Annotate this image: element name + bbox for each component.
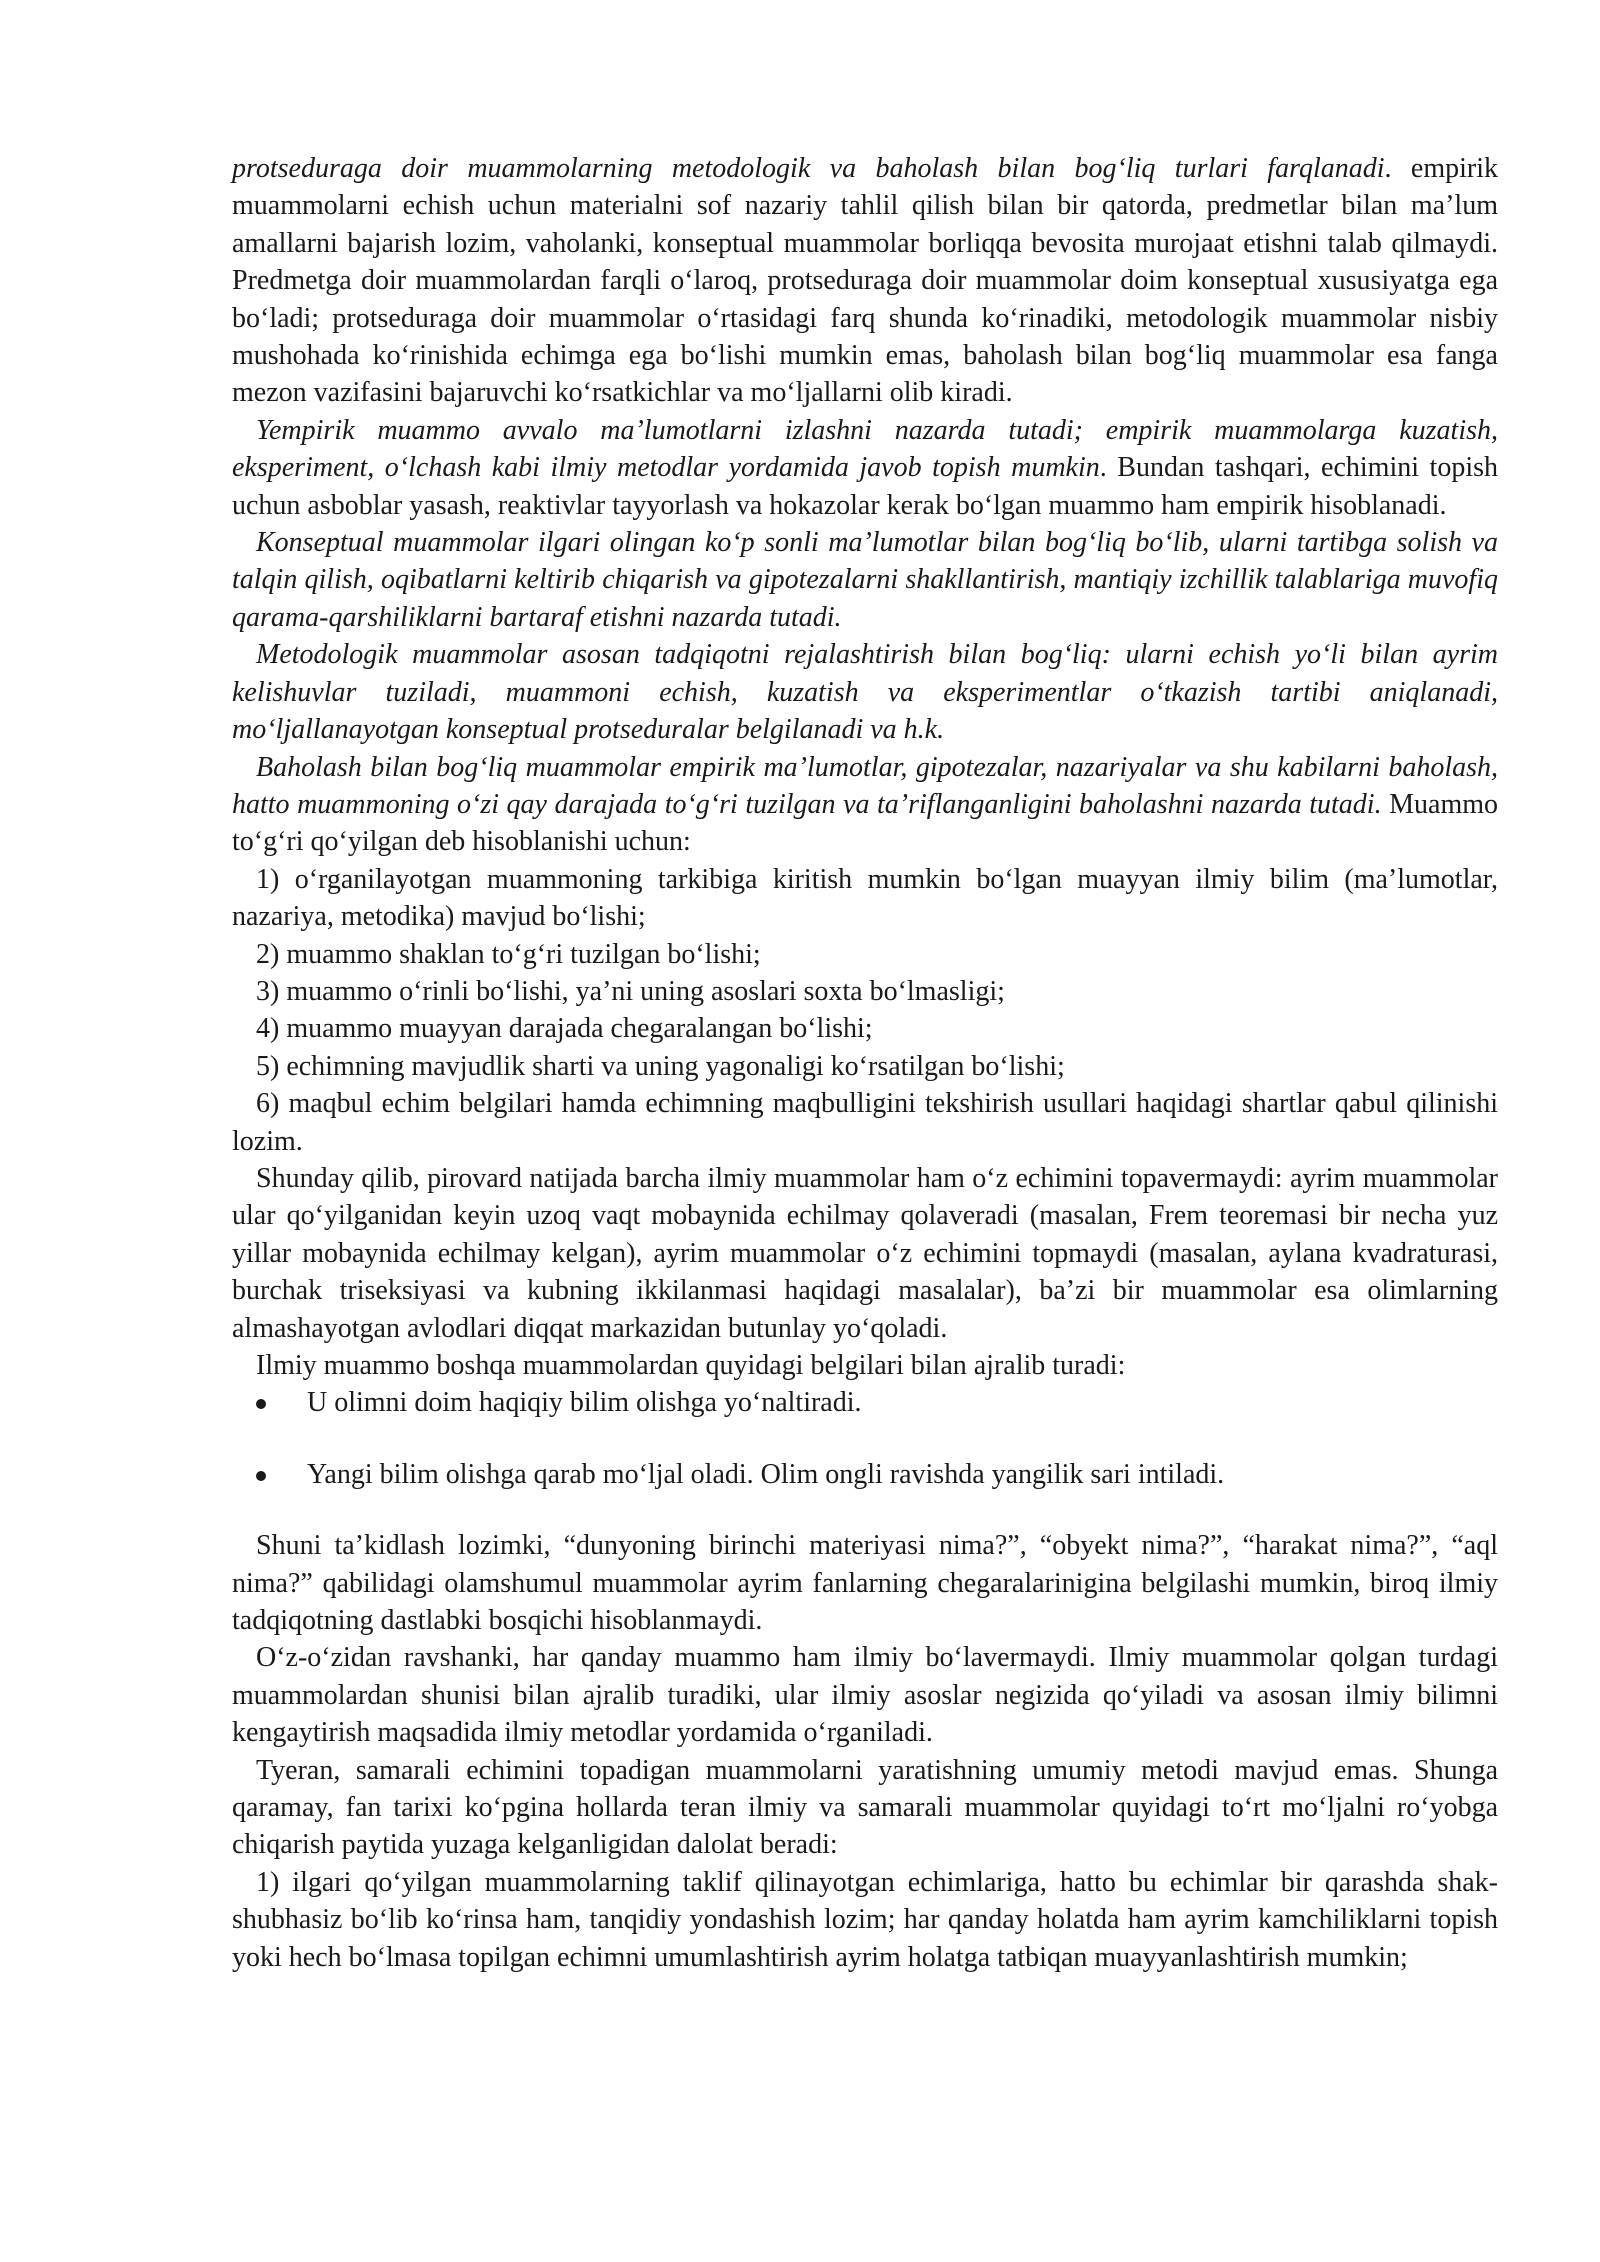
- paragraph-empirical: [232, 412, 1498, 524]
- bullet-text: Yangi bilim olishga qarab mo‘ljal oladi. Olim ongli ravishda yangilik sari intiladi.: [307, 1458, 1225, 1490]
- bullet-list: [232, 1384, 1498, 1493]
- paragraph-features-intro: Ilmiy muammo boshqa muammolardan quyidagi belgilari bilan ajralib turadi:: [256, 1350, 1126, 1381]
- list-item-condition-2: 2) muammo shaklan to‘g‘ri tuzilgan bo‘lishi;: [256, 938, 761, 970]
- paragraph-methodological: [232, 636, 1498, 748]
- paragraph-protsedura-types: [232, 150, 1498, 412]
- list-item-guideline-1: 1) ilgari qo‘yilgan muammolarning taklif qilinayotgan echimlariga, hatto bu echimlar bir qarashda shak-shubhasiz bo‘lib ko‘rinsa ham, tanqidiy yondashish lozim; har qanday holatda ham ayrim kamchiliklarni topish yoki hech bo‘lmasa topilgan echimni umumlashtirish ayrim holatga tatbiqan muayyanlashtirish mumkin;: [232, 1866, 1498, 1973]
- paragraph-no-general-method: Tyeran, samarali echimini topadigan muammolarni yaratishning umumiy metodi mavjud emas. Shunga qaramay, fan tarixi ko‘pgina hollarda teran ilmiy va samarali muammolar quyidagi to‘rt mo‘ljalni ro‘yobga chiqarish paytida yuzaga kelganligidan dalolat beradi:: [232, 1754, 1498, 1861]
- bullet-text: U olimni doim haqiqiy bilim olishga yo‘naltiradi.: [307, 1387, 862, 1419]
- list-item-condition-3: 3) muammo o‘rinli bo‘lishi, ya’ni uning asoslari soxta bo‘lmasligi;: [256, 975, 1005, 1007]
- body-text: . Bundan tashqari, echimini topish uchun asboblar yasash, reaktivlar tayyorlash va hokazolar kerak bo‘lgan muammo ham empirik hisoblanadi.: [232, 452, 1498, 521]
- list-item-condition-4: 4) muammo muayyan darajada chegaralangan bo‘lishi;: [256, 1013, 873, 1045]
- italic-text: protseduraga doir muammolarning metodologik va baholash bilan bog‘liq turlari farqlanadi: [232, 153, 1385, 184]
- list-item-condition-6: 6) maqbul echim belgilari hamda echimning maqbulligini tekshirish usullari haqidagi shartlar qabul qilinishi lozim.: [232, 1088, 1498, 1157]
- italic-text: Metodologik muammolar asosan tadqiqotni rejalashtirish bilan bog‘liq: ularni echish yo‘li bilan ayrim kelishuvlar tuziladi, muammoni echish, kuzatish va eksperimentlar o‘tkazish tartibi aniqlanadi, mo‘ljallanayotgan konseptual protseduralar belgilanadi va h.k.: [232, 639, 1498, 746]
- paragraph-global-problems: Shuni ta’kidlash lozimki, “dunyoning birinchi materiyasi nima?”, “obyekt nima?”, “harakat nima?”, “aql nima?” qabilidagi olamshumul muammolar ayrim fanlarning chegaralarinigina belgilashi mumkin, biroq ilmiy tadqiqotning dastlabki bosqichi hisoblanmaydi.: [232, 1530, 1498, 1637]
- paragraph-scientific-problems: O‘z-o‘zidan ravshanki, har qanday muammo ham ilmiy bo‘lavermaydi. Ilmiy muammolar qolgan turdagi muammolardan shunisi bilan ajralib turadiki, ular ilmiy asoslar negizida qo‘yiladi va asosan ilmiy bilimni kengaytirish maqsadida ilmiy metodlar yordamida o‘rganiladi.: [232, 1642, 1498, 1749]
- paragraph-conceptual: [232, 524, 1498, 636]
- bullet-dot-icon: [256, 1471, 266, 1481]
- body-text: Muammo to‘g‘ri qo‘yilgan deb hisoblanishi uchun:: [232, 788, 1498, 858]
- body-text: . empirik muammolarni echish uchun materialni sof nazariy tahlil qilish bilan bir qatorda, predmetlar bilan ma’lum amallarni bajarish lozim, vaholanki, konseptual muammolar borliqqa bevosita murojaat etishni talab qilmaydi. Predmetga doir muammolardan farqli o‘laroq, protseduraga doir muammolar doim konseptual xususiyatga ega bo‘ladi; protseduraga doir muammolar o‘rtasidagi farq shunda ko‘rinadiki, metodologik muammolar nisbiy mushohada ko‘rinishida echimga ega bo‘lishi mumkin emas, baholash bilan bog‘liq muammolar esa fanga mezon vazifasini bajaruvchi ko‘rsatkichlar va mo‘ljallarni olib kiradi.: [232, 153, 1499, 409]
- list-item-condition-1: 1) o‘rganilayotgan muammoning tarkibiga kiritish mumkin bo‘lgan muayyan ilmiy bilim (ma’lumotlar, nazariya, metodika) mavjud bo‘lishi;: [232, 863, 1498, 933]
- bullet-dot-icon: [256, 1399, 266, 1409]
- list-item-condition-5: 5) echimning mavjudlik sharti va uning yagonaligi ko‘rsatilgan bo‘lishi;: [256, 1050, 1065, 1082]
- italic-text: Baholash bilan bog‘liq muammolar empirik ma’lumotlar, gipotezalar, nazariyalar va shu kabilarni baholash, hatto muammoning o‘zi qay darajada to‘g‘ri tuzilgan va ta’riflanganligini baholashni nazarda tutadi.: [232, 751, 1498, 820]
- paragraph-unsolved-problems: Shunday qilib, pirovard natijada barcha ilmiy muammolar ham o‘z echimini topavermaydi: ayrim muammolar ular qo‘yilganidan keyin uzoq vaqt mobaynida echilmay qolaveradi (masalan, Frem teoremasi bir necha yuz yillar mobaynida echilmay kelgan), ayrim muammolar o‘z echimini topmaydi (masalan, aylana kvadraturasi, burchak triseksiyasi va kubning ikkilanmasi haqidagi masalalar), ba’zi bir muammolar esa olimlarning almashayotgan avlodlari diqqat markazidan butunlay yo‘qoladi.: [232, 1162, 1498, 1344]
- italic-text: Yempirik muammo avvalo ma’lumotlarni izlashni nazarda tutadi; empirik muammolarga kuzatish, eksperiment, o‘lchash kabi ilmiy metodlar yordamida javob topish mumkin: [232, 414, 1498, 484]
- document-page: [232, 150, 1498, 1976]
- paragraph-evaluation: [232, 749, 1498, 861]
- bullet-item: [232, 1384, 1498, 1421]
- italic-text: Konseptual muammolar ilgari olingan ko‘p sonli ma’lumotlar bilan bog‘liq bo‘lib, ularni tartibga solish va talqin qilish, oqibatlarni keltirib chiqarish va gipotezalarni shakllantirish, mantiqiy izchillik talablariga muvofiq qarama-qarshiliklarni bartaraf etishni nazarda tutadi.: [232, 527, 1498, 633]
- bullet-item: [232, 1456, 1498, 1493]
